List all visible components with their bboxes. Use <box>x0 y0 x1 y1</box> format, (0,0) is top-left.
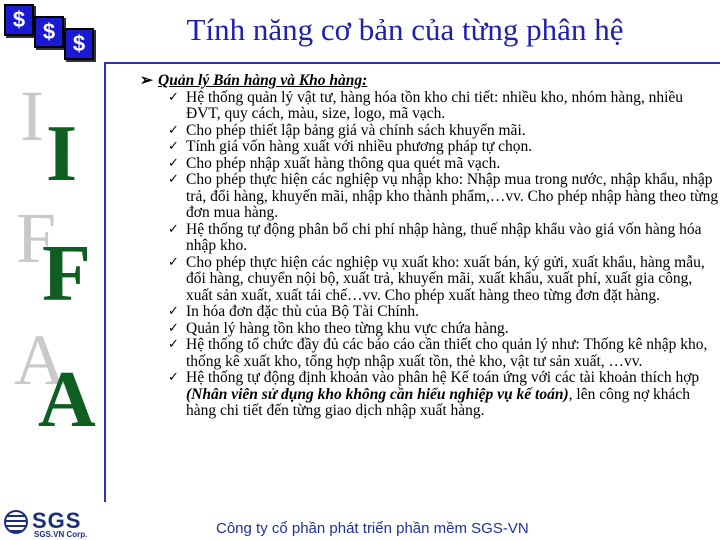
section-heading-text: Quản lý Bán hàng và Kho hàng: <box>158 72 368 89</box>
list-item: ✓ Quản lý hàng tồn kho theo từng khu vực chứa hàng. <box>168 319 509 337</box>
list-item: ✓ Hệ thống tự động phân bổ chi phí nhập hàng, thuế nhập khẩu vào giá vốn hàng hóa nhập kho. <box>168 220 702 254</box>
checkmark-icon: ✓ <box>168 370 179 385</box>
list-item: ✓ Hệ thống tổ chức đầy đủ các báo cáo cần thiết cho quản lý như: Thống kê nhập kho, thống kê xuất kho, tổng hợp nhập xuất tồn, thẻ kho, vật tư sản xuất, …vv. <box>168 336 708 370</box>
dollar-logo <box>0 0 110 64</box>
page-title: Tính năng cơ bản của từng phân hệ <box>186 12 624 47</box>
list-item: ✓ Tính giá vốn hàng xuất với nhiều phương pháp tự chọn. <box>168 138 533 155</box>
company-logo <box>0 506 104 540</box>
checkmark-icon: ✓ <box>168 139 179 154</box>
checkmark-icon: ✓ <box>168 320 179 336</box>
side-letter: I <box>20 76 44 156</box>
checkmark-icon: ✓ <box>168 155 179 171</box>
side-letter: F <box>42 230 91 318</box>
side-letter: I <box>46 110 78 198</box>
checkmark-icon: ✓ <box>168 122 179 138</box>
checkmark-icon: ✓ <box>168 221 179 237</box>
emphasis-text: (Nhân viên sử dụng kho không cần hiểu nghiệp vụ kế toán) <box>186 385 569 403</box>
arrow-bullet-icon: ➢ <box>140 72 153 89</box>
sgs-globe-icon <box>4 510 28 534</box>
dollar-icon: $ <box>64 28 94 60</box>
list-item: ✓ Cho phép thực hiện các nghiệp vụ xuất kho: xuất bán, ký gửi, xuất khẩu, hàng mẫu, đổi hàng, chuyển nội bộ, xuất trả, khuyến mãi, xuất khẩu, xuất phí, xuất gia công, xuất sản xuất, xuất tái chế…vv. Cho phép xuất hàng theo từng đơn đặt hàng. <box>168 253 705 304</box>
logo-text: SGS <box>32 508 82 533</box>
dollar-icon: $ <box>4 4 34 36</box>
company-footer: Công ty cổ phần phát triển phần mềm SGS-VN <box>216 520 529 537</box>
checkmark-icon: ✓ <box>168 254 179 270</box>
checkmark-icon: ✓ <box>168 304 179 319</box>
checkmark-icon: ✓ <box>168 337 179 352</box>
list-item: ✓ Cho phép thực hiện các nghiệp vụ nhập kho: Nhập mua trong nước, nhập khẩu, nhập trả, đổi hàng, khuyến mãi, nhập kho thành phẩm,…vv. Cho phép nhập hàng theo từng đơn mua hàng. <box>168 171 719 221</box>
side-letter-decoration <box>0 70 104 450</box>
title-divider <box>104 62 720 64</box>
feature-list <box>140 73 720 420</box>
checkmark-icon: ✓ <box>168 89 179 105</box>
section-heading <box>140 73 720 90</box>
side-letter: F <box>16 198 57 278</box>
side-letter: A <box>38 356 96 444</box>
list-item: ✓ Cho phép thiết lập bảng giá và chính sách khuyến mãi. <box>168 121 526 139</box>
dollar-icon: $ <box>34 16 64 48</box>
side-letter: A <box>14 320 66 400</box>
checkmark-icon: ✓ <box>168 172 179 187</box>
list-item: ✓ Hệ thống tự động định khoản vào phân hệ Kế toán ứng với các tài khoản thích hợp (Nhân viên sử dụng kho không cần hiểu nghiệp vụ kế toán), lên công nợ khách hàng chi tiết đến từng giao dịch nhập xuất hàng. <box>168 369 700 419</box>
list-item: ✓ Cho phép nhập xuất hàng thông qua quét mã vạch. <box>168 154 501 172</box>
list-item: ✓ In hóa đơn đặc thù của Bộ Tài Chính. <box>168 303 420 320</box>
list-item: ✓ Hệ thống quản lý vật tư, hàng hóa tồn kho chi tiết: nhiều kho, nhóm hàng, nhiều ĐVT, quy cách, màu, size, logo, mã vạch. <box>168 88 683 122</box>
side-divider <box>104 62 106 502</box>
logo-subtext: SGS.VN Corp. <box>34 530 88 539</box>
